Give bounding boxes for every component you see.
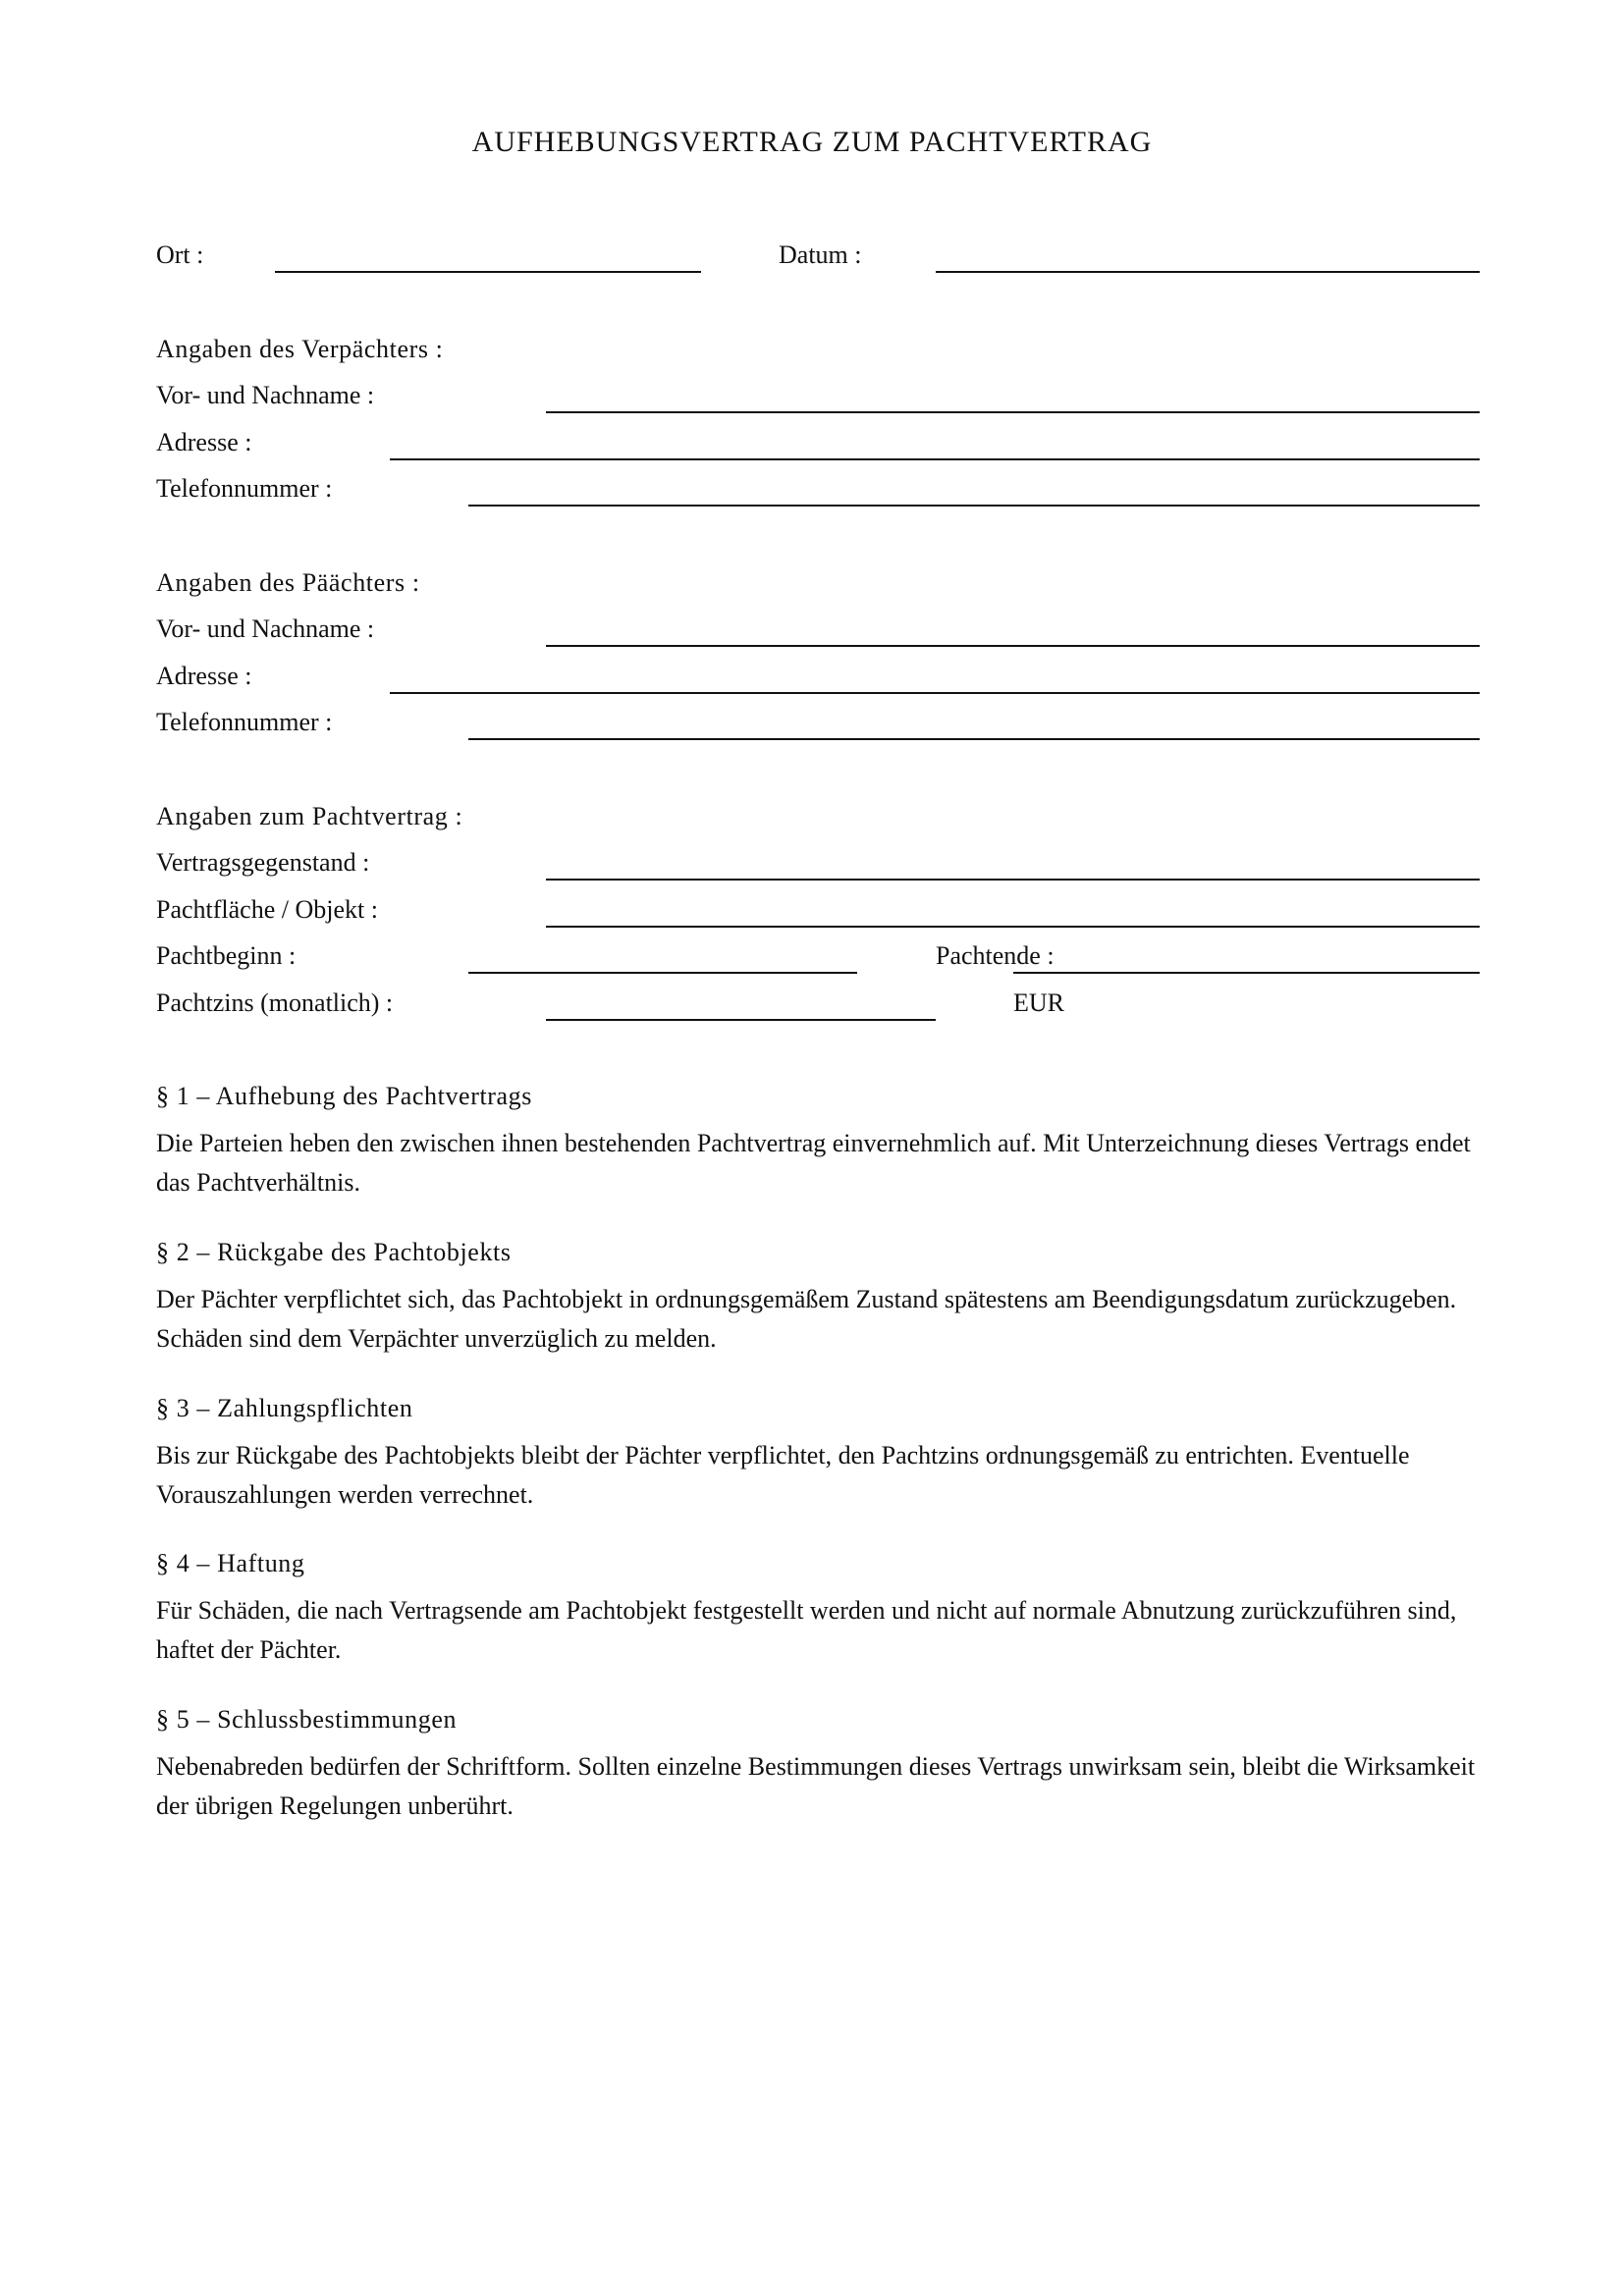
verpaechter-adresse-field[interactable] xyxy=(390,458,1480,460)
paechter-name-label: Vor- und Nachname : xyxy=(156,614,375,643)
paechter-telefon-field[interactable] xyxy=(468,738,1480,740)
paechter-name-field[interactable] xyxy=(546,645,1480,647)
verpaechter-heading: Angaben des Verpächters : xyxy=(156,335,444,363)
paechter-telefon-label: Telefonnummer : xyxy=(156,708,333,736)
section-5-heading: § 5 – Schlussbestimmungen xyxy=(156,1705,458,1734)
ort-field[interactable] xyxy=(275,271,701,273)
section-3-heading: § 3 – Zahlungspflichten xyxy=(156,1394,413,1422)
verpaechter-telefon-field[interactable] xyxy=(468,505,1480,507)
pachtende-label: Pachtende : xyxy=(936,941,1055,970)
vertragsgegenstand-field[interactable] xyxy=(546,879,1480,881)
pachtende-field[interactable] xyxy=(1013,972,1480,974)
currency-label: EUR xyxy=(1013,988,1064,1017)
datum-field[interactable] xyxy=(936,271,1480,273)
section-2-heading: § 2 – Rückgabe des Pachtobjekts xyxy=(156,1238,512,1266)
section-2-text: Der Pächter verpflichtet sich, das Pachtobjekt in ordnungsgemäßem Zustand spätestens am Beendigungsdatum zurückzugeben. Schäden sind dem Verpächter unverzüglich zu melden. xyxy=(156,1285,1457,1353)
document-title: AUFHEBUNGSVERTRAG ZUM PACHTVERTRAG xyxy=(471,126,1153,158)
verpaechter-name-field[interactable] xyxy=(546,411,1480,413)
section-3-text: Bis zur Rückgabe des Pachtobjekts bleibt der Pächter verpflichtet, den Pachtzins ordnungsgemäß zu entrichten. Eventuelle Vorauszahlungen werden verrechnet. xyxy=(156,1441,1410,1509)
paechter-heading: Angaben des Päächters : xyxy=(156,568,420,597)
section-4-heading: § 4 – Haftung xyxy=(156,1549,305,1577)
section-4-text: Für Schäden, die nach Vertragsende am Pachtobjekt festgestellt werden und nicht auf normale Abnutzung zurückzuführen sind, haftet der Pächter. xyxy=(156,1596,1457,1664)
vertragsgegenstand-label: Vertragsgegenstand : xyxy=(156,848,370,877)
pachtzins-label: Pachtzins (monatlich) : xyxy=(156,988,394,1017)
ort-label: Ort : xyxy=(156,240,204,269)
section-1-text: Die Parteien heben den zwischen ihnen bestehenden Pachtvertrag einvernehmlich auf. Mit Unterzeichnung dieses Vertrags endet das Pachtverhältnis. xyxy=(156,1129,1471,1197)
section-5-text: Nebenabreden bedürfen der Schriftform. Sollten einzelne Bestimmungen dieses Vertrags unwirksam sein, bleibt die Wirksamkeit der übrigen Regelungen unberührt. xyxy=(156,1752,1476,1820)
pachtflaeche-field[interactable] xyxy=(546,926,1480,928)
paechter-adresse-field[interactable] xyxy=(390,692,1480,694)
section-1-heading: § 1 – Aufhebung des Pachtvertrags xyxy=(156,1082,532,1110)
pachtbeginn-field[interactable] xyxy=(468,972,857,974)
pachtzins-field[interactable] xyxy=(546,1019,936,1021)
pachtbeginn-label: Pachtbeginn : xyxy=(156,941,297,970)
verpaechter-adresse-label: Adresse : xyxy=(156,428,252,456)
pachtvertrag-heading: Angaben zum Pachtvertrag : xyxy=(156,802,463,830)
pachtflaeche-label: Pachtfläche / Objekt : xyxy=(156,895,378,924)
datum-label: Datum : xyxy=(779,240,862,269)
verpaechter-name-label: Vor- und Nachname : xyxy=(156,381,375,409)
verpaechter-telefon-label: Telefonnummer : xyxy=(156,474,333,503)
paechter-adresse-label: Adresse : xyxy=(156,662,252,690)
